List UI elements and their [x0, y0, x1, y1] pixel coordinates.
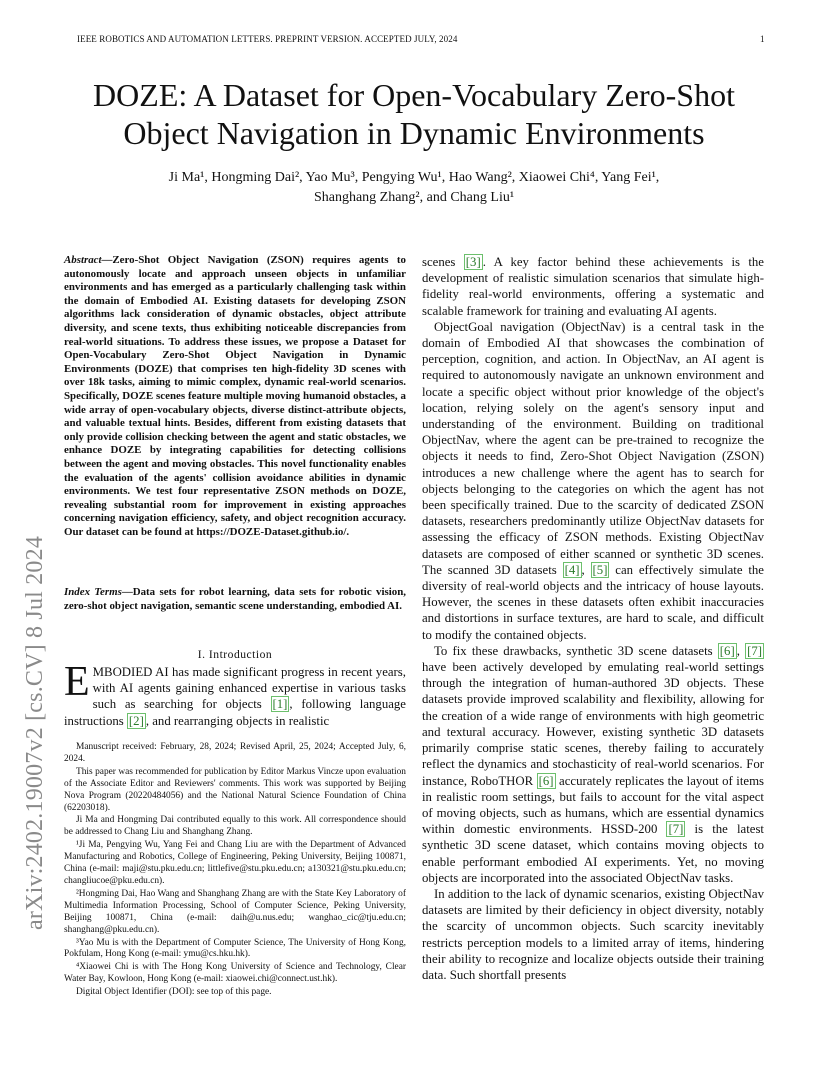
intro-text-c: , and rearranging objects in realistic: [145, 713, 330, 728]
index-terms-text: —Data sets for robot learning, data sets for robotic vision, zero-shot object navigation, semantic scene understanding, embodied AI.: [64, 586, 406, 612]
drop-cap: E: [64, 659, 90, 705]
citation-link[interactable]: [5]: [592, 562, 608, 577]
footnote: ²Hongming Dai, Hao Wang and Shanghang Zhang are with the State Key Laboratory of Multimedia Information Processing, School of Computer Science, Peking University, Beijing 100871, China (e-mail: daih@u.nus.edu; wanghao_cic@tju.edu.cn; shanghang@pku.edu.cn).: [64, 888, 406, 935]
footnote: Manuscript received: February, 28, 2024; Revised April, 25, 2024; Accepted July, 6, 2024.: [64, 742, 406, 764]
index-terms-label: Index Terms: [64, 586, 122, 598]
arxiv-identifier: arXiv:2402.19007v2 [cs.CV] 8 Jul 2024: [22, 535, 48, 930]
intro-text-b: , following language instructions: [64, 697, 406, 728]
citation-link[interactable]: [6]: [719, 643, 735, 658]
footnote: ⁴Xiaowei Chi is with The Hong Kong University of Science and Technology, Clear Water Bay, Kowloon, Hong Kong (e-mail: xiaowei.chi@connect.ust.hk).: [64, 962, 406, 985]
citation-link[interactable]: [2]: [128, 713, 144, 728]
page-number: 1: [760, 34, 765, 44]
abstract-text: —Zero-Shot Object Navigation (ZSON) requires agents to autonomously locate and approach unseen objects in unfamiliar environments and has emerged as a particularly challenging task within the domain of Embodied AI. Existing datasets for developing ZSON algorithms lack consideration of dynamic obstacles, object attribute diversity, and scene texts, thus exhibiting noticeable discrepancies from real-world situations. To address these issues, we propose a Dataset for Open-Vocabulary Zero-Shot Object Navigation in Dynamic Environments (DOZE) that comprises ten high-fidelity 3D scenes with over 18k tasks, aiming to mimic complex, dynamic real-world scenarios. Specifically, DOZE scenes feature multiple moving humanoid obstacles, a wide array of open-vocabulary objects, diverse distinct-attribute objects, and valuable textual hints. Besides, different from existing datasets that only provide collision checking between the agent and static obstacles, we enhance DOZE by integrating capabilities for detecting collisions between the agent and moving obstacles. This novel functionality enables the evaluation of the agents' collision avoidance abilities in dynamic environments. We test four representative ZSON methods on DOZE, revealing substantial room for improvement in existing approaches concerning navigation efficiency, safety, and object recognition accuracy. Our dataset can be found at https://DOZE-Dataset.github.io/.: [64, 254, 406, 538]
paragraph: In addition to the lack of dynamic scenarios, existing ObjectNav datasets are limited by their deficiency in object diversity, notably the scarcity of uncommon objects. Such scarcity inevitably restricts perception models to a limited array of items, hindering their ability to recognize and localize objects outside their training data. Such shortfall presents: [422, 886, 764, 982]
citation-link[interactable]: [7]: [668, 822, 684, 837]
author-line-1: Ji Ma¹, Hongming Dai², Yao Mu³, Pengying Wu¹, Hao Wang², Xiaowei Chi⁴, Yang Fei¹,: [168, 170, 660, 185]
footnote: ¹Ji Ma, Pengying Wu, Yang Fei and Chang Liu are with the Department of Advanced Manufacturing and Robotics, College of Engineering, Peking University, Beijing 100871, China (e-mail: maji@stu.pku.edu.cn; littlefive@stu.pku.edu.cn; a130321@stu.pku.edu.cn; changliucoe@pku.edu.cn).: [64, 840, 406, 886]
citation-link[interactable]: [6]: [538, 773, 554, 788]
running-header: IEEE ROBOTICS AND AUTOMATION LETTERS. PREPRINT VERSION. ACCEPTED JULY, 2024: [77, 34, 458, 44]
paragraph: scenes [3] . A key factor behind these achievements is the development of realistic simulation scenarios that simulate high-fidelity real-world environments, offering a systematic and scalable framework for training and evaluating AI agents.: [422, 255, 764, 318]
section-heading: I. Introduction: [197, 648, 273, 661]
citation-link[interactable]: [4]: [564, 562, 580, 577]
index-terms: [64, 586, 406, 613]
footnote: ³Yao Mu is with the Department of Computer Science, The University of Hong Kong, Pokfulam, Hong Kong (e-mail: ymu@cs.hku.hk).: [64, 937, 406, 960]
abstract: [64, 254, 406, 539]
paper-title: DOZE: A Dataset for Open-Vocabulary Zero-Shot Object Navigation in Dynamic Environments: [93, 77, 735, 151]
citation-link[interactable]: [3]: [465, 255, 481, 269]
footnotes: [64, 742, 406, 1000]
citation-link[interactable]: [7]: [747, 643, 762, 658]
intro-text-a: MBODIED AI has made significant progress in recent years, with AI agents gaining enhanced expertise in various tasks such as searching for objects: [92, 665, 406, 712]
paragraph: To fix these drawbacks, synthetic 3D scene datasets [6] , [7] have been actively developed by emulating real-world settings through the integration of human-authored 3D objects. These datasets provide improved scalability and flexibility, allowing for the creation of a wide range of environments with high geometric and textural accuracy. However, existing synthetic 3D datasets primarily comprise static scenes, thereby failing to accurately reflect the dynamics and stochasticity of real-world scenarios. For instance, RoboTHOR [6] accurately replicates the layout of items in realistic room settings, but fails to account for the vital aspect of moving objects, such as humans, which are essential dynamics within domestic environments. HSSD-200 [7] is the latest synthetic 3D scene dataset, which contains moving objects to enable performant embodied AI experiments. Yet, no moving objects are incorporated into the associated ObjectNav tasks.: [422, 643, 764, 885]
footnote: This paper was recommended for publication by Editor Markus Vincze upon evaluation of the Associate Editor and Reviewers' comments. This work was supported by Beijing Nova Program (20220484056) and the National Natural Science Foundation of China (62203018).: [64, 766, 406, 813]
arxiv-sidebar: [0, 400, 48, 930]
abstract-label: Abstract: [64, 254, 102, 266]
citation-link[interactable]: [1]: [272, 697, 288, 712]
author-line-2: Shanghang Zhang², and Chang Liu¹: [313, 190, 515, 205]
author-list: [110, 168, 718, 208]
footnote: Ji Ma and Hongming Dai contributed equally to this work. All correspondence should be addressed to Chang Liu and Shanghang Zhang.: [64, 815, 406, 838]
right-column-body: [422, 254, 764, 983]
intro-paragraph: [64, 659, 406, 729]
footnote: Digital Object Identifier (DOI): see top of this page.: [76, 987, 272, 998]
paragraph: ObjectGoal navigation (ObjectNav) is a central task in the domain of Embodied AI that showcases the combination of perception, cognition, and action. In ObjectNav, an AI agent is required to autonomously navigate an unknown environment and locate a specific object without prior knowledge of the object's location, relying solely on the agent's sensory input and understanding of the environment. Building on traditional ObjectNav, where the agent can be pre-trained to recognize the objects it needs to find, Zero-Shot Object Navigation (ZSON) introduces a new challenge where the agent has to search for objects belonging to the categories on which the agent has not been specifically trained. Due to the scarcity of dedicated ZSON datasets, researchers predominantly utilize ObjectNav datasets for assessing the efficacy of ZSON methods. Existing ObjectNav datasets are composed of either scanned or synthetic 3D scenes. The scanned 3D datasets [4] , [5] can effectively simulate the diversity of real-world objects and the intricacy of house layouts. However, the scenes in these datasets often exhibit inaccuracies and distortions in surface textures, are hard to scale, and difficult to modify the contained objects.: [422, 319, 764, 642]
